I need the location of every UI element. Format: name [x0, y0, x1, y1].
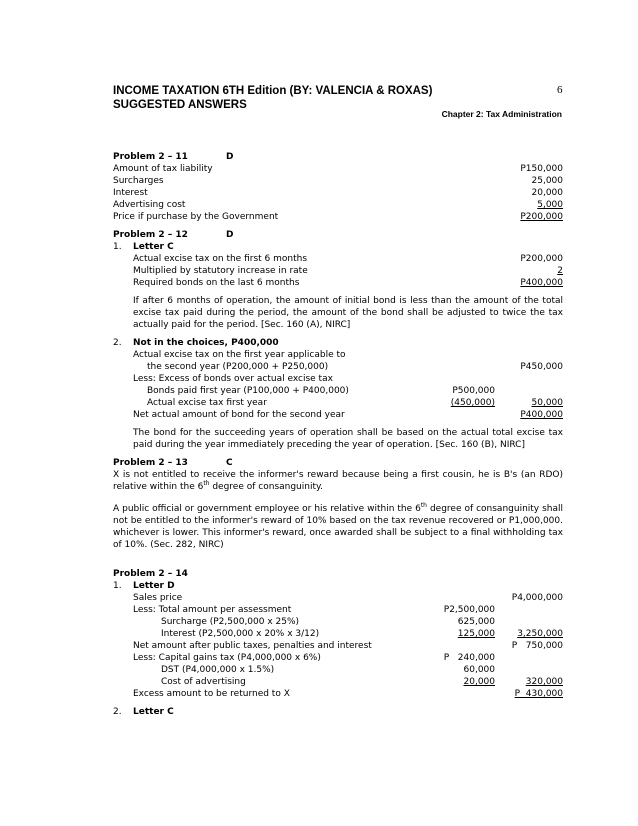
- problem-answer: D: [226, 230, 234, 240]
- table-row: Actual excise tax on the first year applicable to: [133, 350, 346, 360]
- explanation-paragraph: A public official or government employee or his relative within the 6th degree of consanguinity shall not be entitled to the informer's reward of 10% based on the tax revenue recovered or P1,000,000. whichever is lower. This informer's reward, once awarded shall be subject to a final withholding tax of 10%. (Sec. 282, NIRC): [113, 502, 563, 550]
- list-item: 2. Not in the choices, P400,000: [113, 338, 279, 348]
- table-row: DST (P4,000,000 x 1.5%) 60,000: [161, 665, 495, 675]
- table-row: Less: Excess of bonds over actual excise tax: [133, 374, 333, 384]
- table-row: Excess amount to be returned to X P 430,000: [133, 689, 563, 699]
- table-row: Cost of advertising 20,000 320,000: [161, 677, 563, 687]
- problem-2-14-heading: Problem 2 – 14: [113, 569, 188, 579]
- table-row: the second year (P200,000 + P250,000) P450,000: [147, 362, 563, 372]
- list-item: 2. Letter C: [113, 707, 174, 717]
- table-row: Actual excise tax on the first 6 months P200,000: [133, 254, 563, 264]
- table-row: Net amount after public taxes, penalties and interest P 750,000: [133, 641, 563, 651]
- table-row: Advertising cost 5,000: [113, 200, 563, 210]
- problem-2-12-heading: Problem 2 – 12 D: [113, 230, 234, 240]
- table-row: Surcharge (P2,500,000 x 25%) 625,000: [161, 617, 495, 627]
- problem-2-11-heading: Problem 2 – 11 D: [113, 152, 234, 162]
- table-row: Amount of tax liability P150,000: [113, 164, 563, 174]
- table-row: Interest (P2,500,000 x 20% x 3/12) 125,000 3,250,000: [161, 629, 563, 639]
- header-title-line2: SUGGESTED ANSWERS: [113, 99, 247, 111]
- list-item: 1. Letter C: [113, 242, 174, 252]
- explanation-paragraph: If after 6 months of operation, the amount of initial bond is less than the amount of the total excise tax paid during the period, the amount of the bond shall be adjusted to twice the tax actually paid for the period. [Sec. 160 (A), NIRC]: [133, 296, 563, 330]
- list-item: 1. Letter D: [113, 581, 175, 591]
- problem-2-13-heading: Problem 2 – 13 C: [113, 458, 233, 468]
- explanation-paragraph: The bond for the succeeding years of operation shall be based on the actual total excise tax paid during the year immediately preceding the year of operation. [Sec. 160 (B), NIRC]: [133, 428, 563, 450]
- table-row: Bonds paid first year (P100,000 + P400,000) P500,000: [147, 386, 495, 396]
- explanation-paragraph: X is not entitled to receive the informer's reward because being a first cousin, he is B's (an RDO) relative within the 6th degree of consanguinity.: [113, 470, 563, 492]
- document-body: [113, 151, 563, 718]
- table-row: Price if purchase by the Government P200,000: [113, 212, 563, 222]
- table-row: Surcharges 25,000: [113, 176, 563, 186]
- table-row: Multiplied by statutory increase in rate 2: [133, 266, 563, 276]
- problem-answer: D: [226, 152, 234, 162]
- table-row: Less: Capital gains tax (P4,000,000 x 6%) P 240,000: [133, 653, 495, 663]
- table-row: Actual excise tax first year (450,000) 50,000: [147, 398, 563, 408]
- table-row: Sales price P4,000,000: [133, 593, 563, 603]
- header-title-line1: INCOME TAXATION 6TH Edition (BY: VALENCIA & ROXAS): [113, 85, 433, 97]
- document-header-title: [113, 84, 432, 112]
- table-row: Interest 20,000: [113, 188, 563, 198]
- problem-answer: C: [226, 458, 233, 468]
- table-row: Net actual amount of bond for the second year P400,000: [133, 410, 563, 420]
- page-number: 6: [557, 84, 563, 96]
- chapter-label: Chapter 2: Tax Administration: [441, 109, 562, 119]
- table-row: Less: Total amount per assessment P2,500,000: [133, 605, 495, 615]
- table-row: Required bonds on the last 6 months P400,000: [133, 278, 563, 288]
